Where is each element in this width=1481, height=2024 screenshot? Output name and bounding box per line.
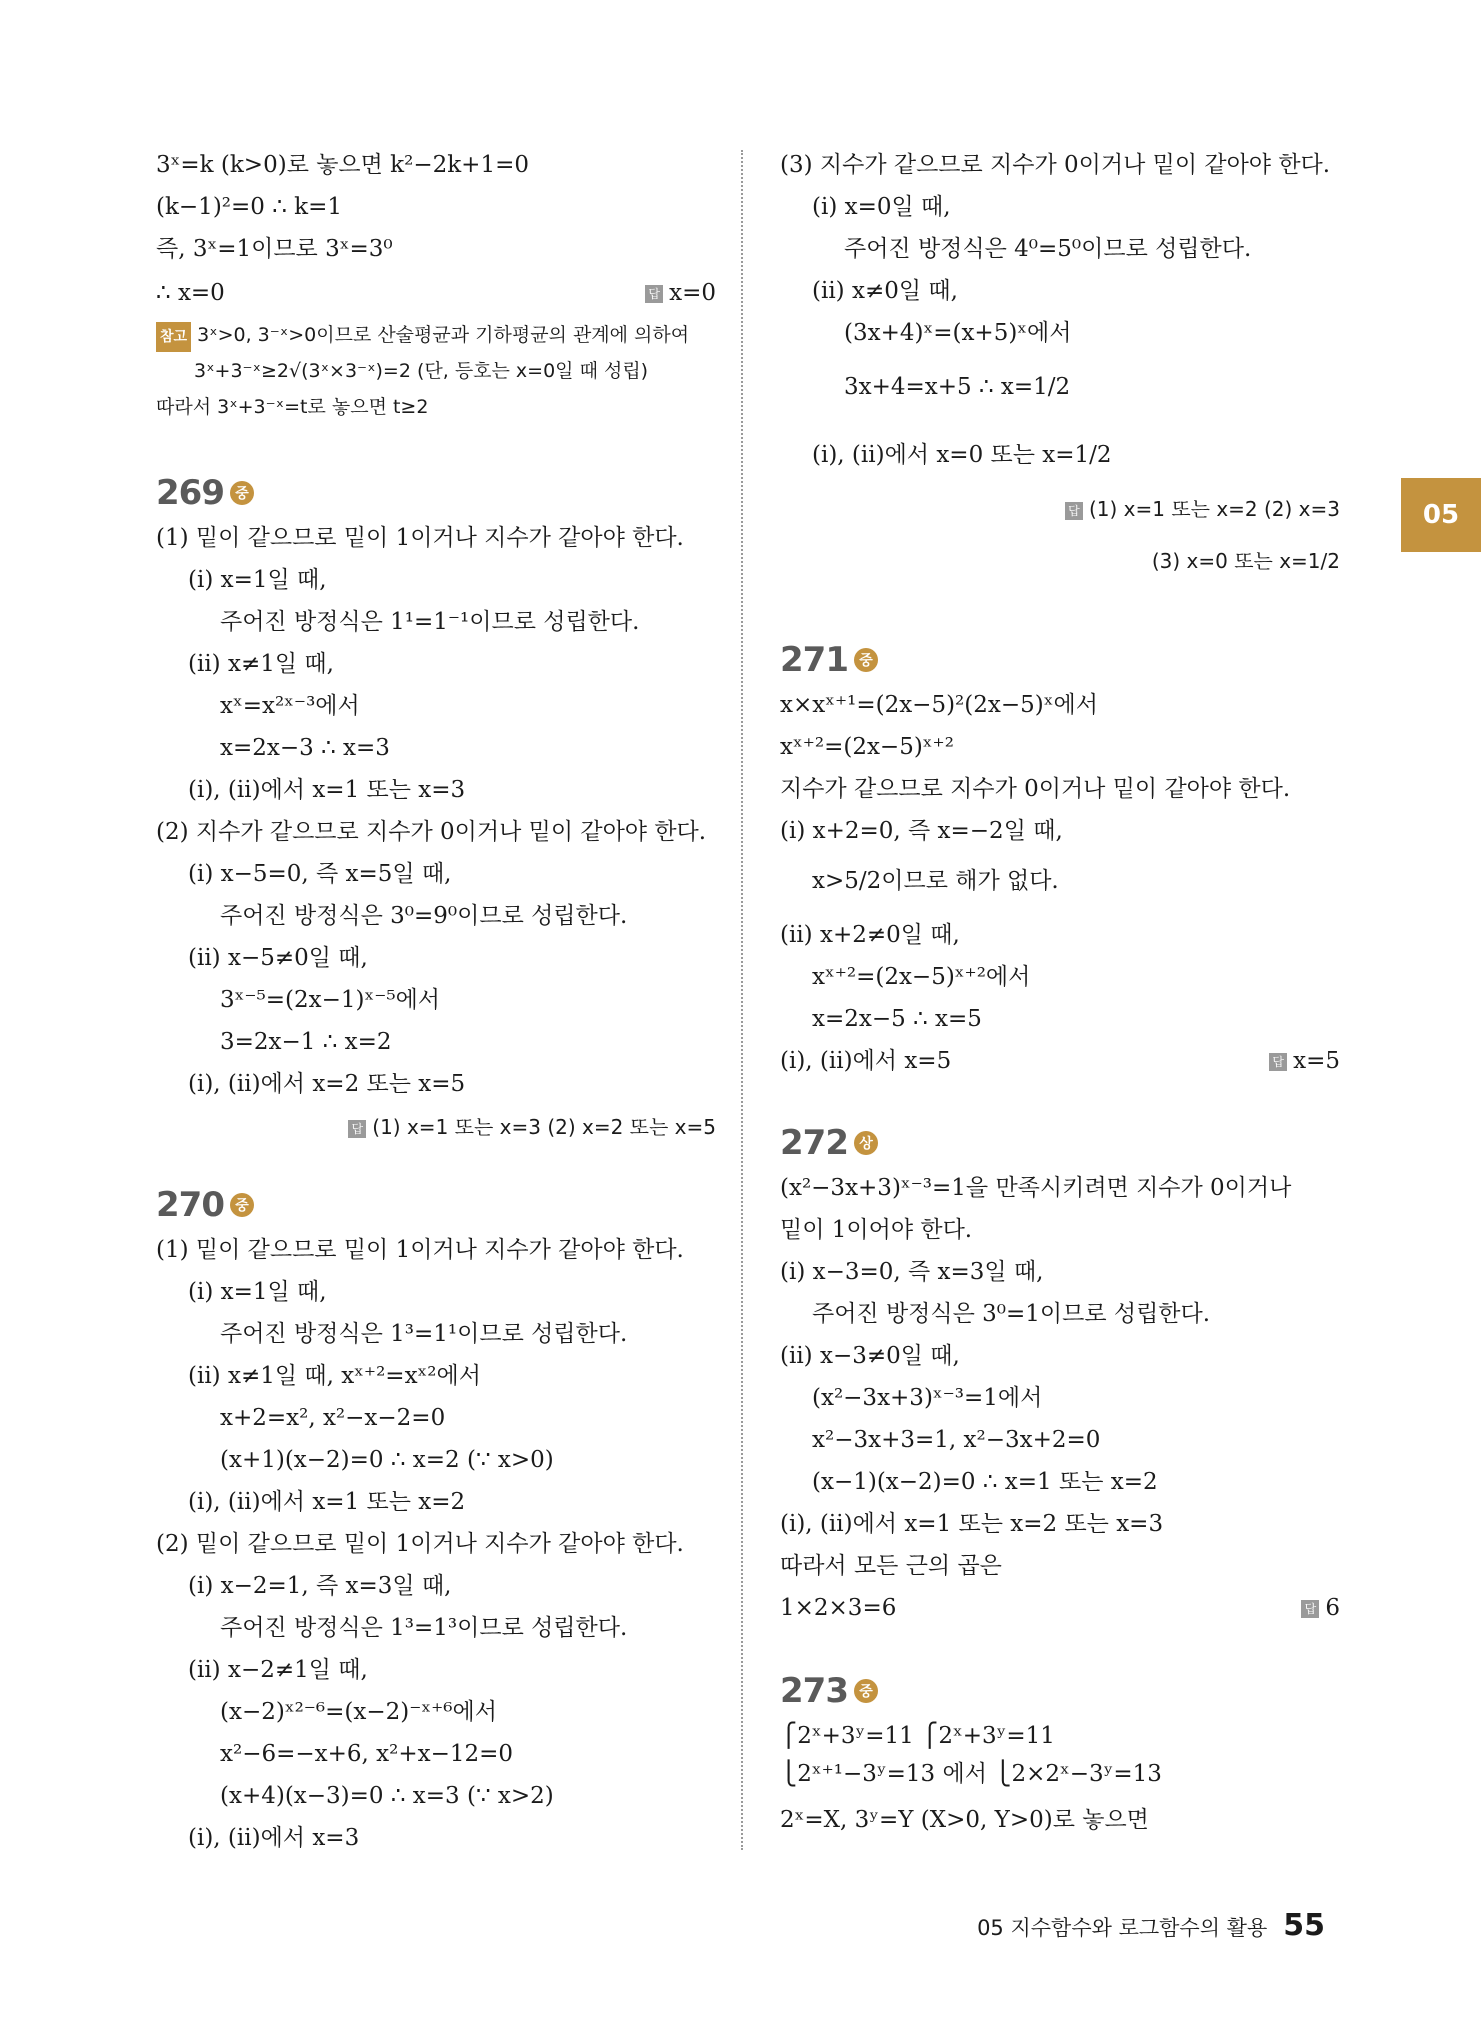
reference-note — [156, 320, 689, 352]
text-line: (k−1)²=0 ∴ k=1 — [156, 194, 343, 220]
answer-line: (3) x=0 또는 x=1/2 — [1151, 549, 1340, 573]
text-line: x²−3x+3=1, x²−3x+2=0 — [812, 1427, 1101, 1453]
text-line: 2ˣ=X, 3ʸ=Y (X>0, Y>0)로 놓으면 — [780, 1807, 1149, 1833]
text-line: x>5/2이므로 해가 없다. — [812, 868, 1059, 894]
problem-number-271: 271 중 — [780, 637, 878, 683]
text-line: 주어진 방정식은 3⁰=9⁰이므로 성립한다. — [220, 903, 628, 929]
text-line: (1) 밑이 같으므로 밑이 1이거나 지수가 같아야 한다. — [156, 1237, 684, 1263]
text-line: (ⅱ) x−5≠0일 때, — [188, 945, 368, 971]
answer-icon: 답 — [1065, 502, 1083, 520]
problem-number-273: 273 중 — [780, 1668, 878, 1714]
text-line: 주어진 방정식은 1³=1³이므로 성립한다. — [220, 1615, 628, 1641]
text-line: x=2x−3 ∴ x=3 — [220, 735, 390, 761]
text-line: (3) 지수가 같으므로 지수가 0이거나 밑이 같아야 한다. — [780, 152, 1331, 178]
text-line: (ⅰ) x−3=0, 즉 x=3일 때, — [780, 1259, 1044, 1285]
level-badge: 중 — [230, 1193, 254, 1217]
text-line: (ⅱ) x−3≠0일 때, — [780, 1343, 960, 1369]
text-line: x²−6=−x+6, x²+x−12=0 — [220, 1741, 514, 1767]
text-line: (ⅰ), (ⅱ)에서 x=1 또는 x=2 또는 x=3 — [780, 1511, 1164, 1537]
problem-number-269: 269 중 — [156, 470, 254, 516]
answer-icon: 답 — [1269, 1053, 1287, 1071]
text-line: 밑이 1이어야 한다. — [780, 1217, 973, 1243]
answer-line — [156, 1112, 716, 1142]
text-line: x×xˣ⁺¹=(2x−5)²(2x−5)ˣ에서 — [780, 692, 1098, 718]
text-line: (ⅱ) x≠1일 때, — [188, 651, 334, 677]
answer-text: x=0 — [669, 280, 716, 306]
answer-icon: 답 — [1301, 1600, 1319, 1618]
text-line: (3x+4)ˣ=(x+5)ˣ에서 — [844, 320, 1072, 346]
text-line: (x+4)(x−3)=0 ∴ x=3 (∵ x>2) — [220, 1783, 554, 1809]
text-line: (x−2)ˣ²⁻⁶=(x−2)⁻ˣ⁺⁶에서 — [220, 1699, 497, 1725]
text-line: (1) 밑이 같으므로 밑이 1이거나 지수가 같아야 한다. — [156, 525, 684, 551]
text-line: (2) 지수가 같으므로 지수가 0이거나 밑이 같아야 한다. — [156, 819, 707, 845]
text-line: (ⅰ), (ⅱ)에서 x=5 — [780, 1048, 952, 1074]
text-line: 1×2×3=6 — [780, 1595, 897, 1621]
text-line: xˣ=x²ˣ⁻³에서 — [220, 693, 360, 719]
text-line: 주어진 방정식은 1¹=1⁻¹이므로 성립한다. — [220, 609, 640, 635]
chapter-side-tab: 05 — [1401, 478, 1481, 552]
text-line: ⎧2ˣ+3ʸ=11 ⎧2ˣ+3ʸ=11 — [780, 1723, 1055, 1749]
problem-number-270: 270 중 — [156, 1182, 254, 1228]
text-line: 3x+4=x+5 ∴ x=1/2 — [844, 374, 1071, 400]
text-line: (ⅰ) x=1일 때, — [188, 1279, 327, 1305]
page-number: 55 — [1283, 1908, 1325, 1943]
text-line: ⎩2ˣ⁺¹−3ʸ=13 에서 ⎩2×2ˣ−3ʸ=13 — [780, 1761, 1162, 1787]
text-line: x=2x−5 ∴ x=5 — [812, 1006, 982, 1032]
column-divider — [741, 150, 743, 1850]
text-line: (ⅰ), (ⅱ)에서 x=1 또는 x=3 — [188, 777, 466, 803]
answer-text: x=5 — [1293, 1048, 1340, 1074]
level-badge: 중 — [854, 1679, 878, 1703]
answer-line — [156, 278, 716, 308]
text-line: 즉, 3ˣ=1이므로 3ˣ=3⁰ — [156, 236, 393, 262]
page-footer — [977, 1908, 1325, 1943]
text-line: (ⅱ) x−2≠1일 때, — [188, 1657, 368, 1683]
text-line: (x+1)(x−2)=0 ∴ x=2 (∵ x>0) — [220, 1447, 554, 1473]
reference-note: 3ˣ+3⁻ˣ≥2√(3ˣ×3⁻ˣ)=2 (단, 등호는 x=0일 때 성립) — [194, 360, 649, 382]
text-line: (ⅰ) x−2=1, 즉 x=3일 때, — [188, 1573, 452, 1599]
answer-text: 6 — [1325, 1595, 1340, 1621]
text-line: (ⅱ) x+2≠0일 때, — [780, 922, 960, 948]
text-line: (ⅰ), (ⅱ)에서 x=3 — [188, 1825, 360, 1851]
answer-line — [780, 1046, 1340, 1076]
level-badge: 중 — [854, 648, 878, 672]
text-line: (ⅱ) x≠1일 때, xˣ⁺²=xˣ²에서 — [188, 1363, 481, 1389]
text-line: (x−1)(x−2)=0 ∴ x=1 또는 x=2 — [812, 1469, 1158, 1495]
text-line: 3=2x−1 ∴ x=2 — [220, 1029, 392, 1055]
level-badge: 중 — [230, 481, 254, 505]
text-line: (ⅰ), (ⅱ)에서 x=1 또는 x=2 — [188, 1489, 466, 1515]
text-line: ∴ x=0 — [156, 280, 225, 306]
text-line: x+2=x², x²−x−2=0 — [220, 1405, 446, 1431]
level-badge: 상 — [854, 1131, 878, 1155]
text-line: xˣ⁺²=(2x−5)ˣ⁺²에서 — [812, 964, 1031, 990]
answer-icon: 답 — [645, 285, 663, 303]
answer-icon: 답 — [348, 1120, 366, 1138]
text-line: (ⅰ) x=1일 때, — [188, 567, 327, 593]
text-line: (ⅰ), (ⅱ)에서 x=0 또는 x=1/2 — [812, 442, 1112, 468]
answer-line — [780, 1593, 1340, 1623]
text-line: (ⅰ) x+2=0, 즉 x=−2일 때, — [780, 818, 1063, 844]
reference-text: 3ˣ>0, 3⁻ˣ>0이므로 산술평균과 기하평균의 관계에 의하여 — [197, 324, 690, 346]
text-line: 주어진 방정식은 3⁰=1이므로 성립한다. — [812, 1301, 1211, 1327]
chapter-title: 05 지수함수와 로그함수의 활용 — [977, 1916, 1268, 1940]
text-line: (ⅰ) x=0일 때, — [812, 194, 951, 220]
reference-badge: 참고 — [156, 322, 191, 352]
reference-note: 따라서 3ˣ+3⁻ˣ=t로 놓으면 t≥2 — [156, 396, 429, 418]
text-line: (ⅰ) x−5=0, 즉 x=5일 때, — [188, 861, 452, 887]
text-line: 따라서 모든 근의 곱은 — [780, 1553, 1002, 1579]
text-line: 주어진 방정식은 1³=1¹이므로 성립한다. — [220, 1321, 628, 1347]
text-line: xˣ⁺²=(2x−5)ˣ⁺² — [780, 734, 954, 760]
text-line: (2) 밑이 같으므로 밑이 1이거나 지수가 같아야 한다. — [156, 1531, 684, 1557]
text-line: (x²−3x+3)ˣ⁻³=1에서 — [812, 1385, 1043, 1411]
answer-text: (1) x=1 또는 x=3 (2) x=2 또는 x=5 — [372, 1115, 716, 1139]
text-line: (ⅱ) x≠0일 때, — [812, 278, 958, 304]
text-line: 3ˣ=k (k>0)로 놓으면 k²−2k+1=0 — [156, 152, 529, 178]
text-line: (ⅰ), (ⅱ)에서 x=2 또는 x=5 — [188, 1071, 466, 1097]
answer-text: (1) x=1 또는 x=2 (2) x=3 — [1088, 497, 1340, 521]
text-line: 3ˣ⁻⁵=(2x−1)ˣ⁻⁵에서 — [220, 987, 441, 1013]
text-line: (x²−3x+3)ˣ⁻³=1을 만족시키려면 지수가 0이거나 — [780, 1175, 1292, 1201]
answer-line — [780, 494, 1340, 524]
problem-number-272: 272 상 — [780, 1120, 878, 1166]
text-line: 지수가 같으므로 지수가 0이거나 밑이 같아야 한다. — [780, 776, 1291, 802]
text-line: 주어진 방정식은 4⁰=5⁰이므로 성립한다. — [844, 236, 1252, 262]
